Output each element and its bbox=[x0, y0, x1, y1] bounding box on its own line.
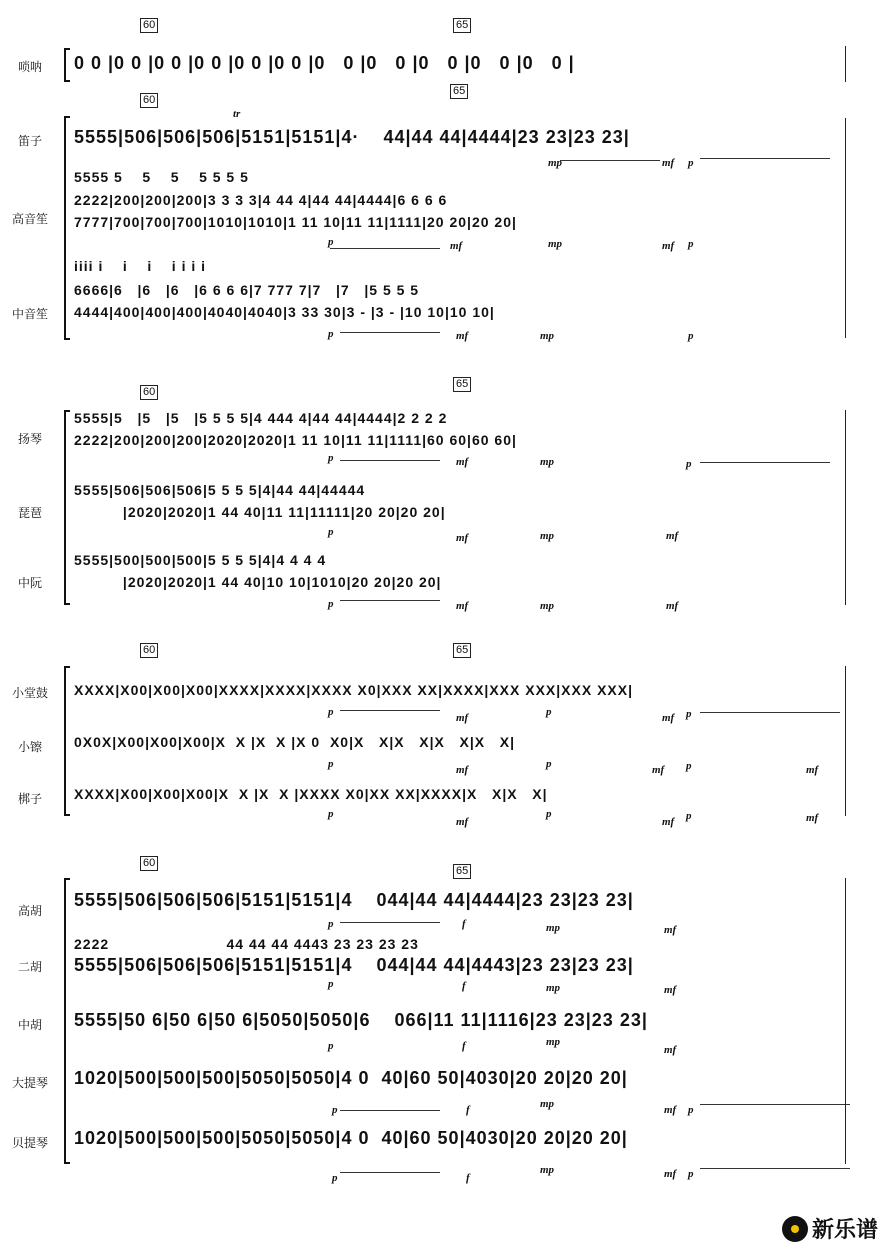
dynamic-p: p bbox=[332, 1172, 338, 1184]
dynamic-mf: mf bbox=[456, 764, 469, 776]
instrument-label-alto-sheng: 中音笙 bbox=[11, 307, 48, 321]
dynamic-mp: mp bbox=[548, 157, 563, 169]
dizi-staff: 5555|506|506|506|5151|5151|4· 44|44 44|4444|23 23|23 23| bbox=[74, 127, 630, 147]
dynamic-f: f bbox=[462, 1040, 466, 1052]
dynamic-mf: mf bbox=[664, 1104, 677, 1116]
dynamic-p: p bbox=[546, 808, 552, 820]
crescendo-hairpin bbox=[700, 1168, 850, 1169]
crescendo-hairpin bbox=[700, 1104, 850, 1105]
dynamic-p: p bbox=[688, 330, 694, 342]
dynamic-p: p bbox=[688, 1104, 694, 1116]
rehearsal-mark-65: 65 bbox=[453, 18, 471, 33]
dynamic-mf: mf bbox=[450, 240, 463, 252]
dynamic-f: f bbox=[466, 1104, 470, 1116]
pipa-voice-2: |2020|2020|1 44 40|11 11|11111|20 20|20 20| bbox=[74, 504, 446, 520]
dynamic-f: f bbox=[466, 1172, 470, 1184]
pipa-voice-1: 5555|506|506|506|5 5 5 5|4|44 44|44444 bbox=[74, 482, 366, 498]
instrument-label-zhongruan: 中阮 bbox=[17, 576, 42, 590]
alto-sheng-voice-3: 4444|400|400|400|4040|4040|3 33 30|3 - |3 - |10 10|10 10| bbox=[74, 304, 495, 320]
dynamic-mp: mp bbox=[540, 600, 555, 612]
dynamic-mf: mf bbox=[456, 600, 469, 612]
dynamic-mf: mf bbox=[456, 712, 469, 724]
dynamic-mf: mf bbox=[664, 924, 677, 936]
yangqin-voice-2: 2222|200|200|200|2020|2020|1 11 10|11 11|1111|60 60|60 60| bbox=[74, 432, 517, 448]
dynamic-p: p bbox=[332, 1104, 338, 1116]
instrument-label-zhonghu: 中胡 bbox=[17, 1018, 42, 1032]
dynamic-p: p bbox=[688, 1168, 694, 1180]
dynamic-p: p bbox=[328, 918, 334, 930]
dynamic-mf: mf bbox=[664, 1168, 677, 1180]
rehearsal-mark-60: 60 bbox=[140, 385, 158, 400]
rehearsal-mark-60: 60 bbox=[140, 643, 158, 658]
rehearsal-mark-60: 60 bbox=[140, 18, 158, 33]
dynamic-p: p bbox=[328, 706, 334, 718]
dynamic-f: f bbox=[462, 918, 466, 930]
dynamic-p: p bbox=[688, 157, 694, 169]
dynamic-p: p bbox=[328, 1040, 334, 1052]
crescendo-hairpin bbox=[340, 460, 440, 461]
dynamic-mp: mp bbox=[540, 330, 555, 342]
alto-sheng-voice-2: 6666|6 |6 |6 |6 6 6 6|7 777 7|7 |7 |5 5 5 5 bbox=[74, 282, 420, 298]
dynamic-p: p bbox=[328, 526, 334, 538]
dynamic-mp: mp bbox=[540, 1164, 555, 1176]
dynamic-mp: mp bbox=[546, 1036, 561, 1048]
dynamic-f: f bbox=[462, 980, 466, 992]
dynamic-p: p bbox=[328, 236, 334, 248]
dynamic-p: p bbox=[546, 706, 552, 718]
xiaocha-staff: 0X0X|X00|X00|X00|X X |X X |X 0 X0|X X|X X|X X|X X| bbox=[74, 734, 516, 750]
instrument-label-gaohu: 高胡 bbox=[17, 904, 42, 918]
soprano-sheng-voice-2: 2222|200|200|200|3 3 3 3|4 44 4|44 44|4444|6 6 6 6 bbox=[74, 192, 448, 208]
zhonghu-staff: 5555|50 6|50 6|50 6|5050|5050|6 066|11 11|1116|23 23|23 23| bbox=[74, 1010, 648, 1030]
record-disc-icon bbox=[782, 1216, 808, 1242]
dynamic-mp: mp bbox=[548, 238, 563, 250]
instrument-label-dizi: 笛子 bbox=[17, 134, 42, 148]
crescendo-hairpin bbox=[340, 1110, 440, 1111]
erhu-voice-2: 5555|506|506|506|5151|5151|4 044|44 44|4443|23 23|23 23| bbox=[74, 955, 634, 975]
dynamic-p: p bbox=[686, 708, 692, 720]
system-bracket bbox=[64, 878, 66, 1164]
instrument-label-xiaotanggu: 小堂鼓 bbox=[11, 686, 48, 700]
dynamic-mf: mf bbox=[456, 456, 469, 468]
crescendo-hairpin bbox=[340, 922, 440, 923]
instrument-label-cello: 大提琴 bbox=[11, 1076, 48, 1090]
dynamic-mf: mf bbox=[662, 240, 675, 252]
dynamic-mf: mf bbox=[456, 816, 469, 828]
instrument-label-yangqin: 扬琴 bbox=[17, 432, 42, 446]
logo-text: 新乐谱 bbox=[811, 1217, 878, 1242]
dynamic-mf: mf bbox=[664, 984, 677, 996]
dynamic-mp: mp bbox=[540, 530, 555, 542]
system-bracket bbox=[64, 48, 66, 82]
end-barline bbox=[845, 118, 846, 338]
dynamic-p: p bbox=[328, 758, 334, 770]
site-logo bbox=[782, 1213, 878, 1244]
zhongruan-voice-1: 5555|500|500|500|5 5 5 5|4|4 4 4 4 bbox=[74, 552, 327, 568]
instrument-label-bangzi: 梆子 bbox=[17, 792, 42, 806]
dynamic-p: p bbox=[686, 810, 692, 822]
dynamic-mf: mf bbox=[666, 530, 679, 542]
dynamic-mf: mf bbox=[662, 816, 675, 828]
crescendo-hairpin bbox=[330, 248, 440, 249]
dynamic-p: p bbox=[328, 452, 334, 464]
end-barline bbox=[845, 410, 846, 605]
zhongruan-voice-2: |2020|2020|1 44 40|10 10|1010|20 20|20 20| bbox=[74, 574, 442, 590]
dynamic-mp: mp bbox=[540, 1098, 555, 1110]
bass-staff: 1020|500|500|500|5050|5050|4 0 40|60 50|4030|20 20|20 20| bbox=[74, 1128, 628, 1148]
rehearsal-mark-60: 60 bbox=[140, 856, 158, 871]
dynamic-mp: mp bbox=[540, 456, 555, 468]
system-bracket bbox=[64, 666, 66, 816]
system-bracket bbox=[64, 116, 66, 340]
instrument-label-soprano-sheng: 高音笙 bbox=[11, 212, 48, 226]
erhu-voice-1: 2222 44 44 44 4443 23 23 23 23 bbox=[74, 936, 419, 952]
dynamic-mf: mf bbox=[456, 330, 469, 342]
system-bracket bbox=[64, 410, 66, 605]
dynamic-mf: mf bbox=[662, 712, 675, 724]
rehearsal-mark-65: 65 bbox=[450, 84, 468, 99]
rehearsal-mark-65: 65 bbox=[453, 377, 471, 392]
cello-staff: 1020|500|500|500|5050|5050|4 0 40|60 50|4030|20 20|20 20| bbox=[74, 1068, 628, 1088]
dynamic-mf: mf bbox=[664, 1044, 677, 1056]
instrument-label-pipa: 琵琶 bbox=[17, 506, 42, 520]
trill-mark: tr bbox=[233, 108, 241, 120]
dynamic-mf: mf bbox=[666, 600, 679, 612]
dynamic-mf: mf bbox=[456, 532, 469, 544]
crescendo-hairpin bbox=[700, 158, 830, 159]
yangqin-voice-1: 5555|5 |5 |5 |5 5 5 5|4 444 4|44 44|4444|2 2 2 2 bbox=[74, 410, 448, 426]
crescendo-hairpin bbox=[340, 332, 440, 333]
instrument-label-bass: 贝提琴 bbox=[11, 1136, 48, 1150]
dynamic-mp: mp bbox=[546, 982, 561, 994]
dynamic-mf: mf bbox=[652, 764, 665, 776]
dynamic-p: p bbox=[328, 808, 334, 820]
crescendo-hairpin bbox=[700, 712, 840, 713]
crescendo-hairpin bbox=[560, 160, 660, 161]
xiaotanggu-staff: XXXX|X00|X00|X00|XXXX|XXXX|XXXX X0|XXX XX|XXXX|XXX XXX|XXX XXX| bbox=[74, 682, 634, 698]
end-barline bbox=[845, 878, 846, 1164]
rehearsal-mark-65: 65 bbox=[453, 864, 471, 879]
rehearsal-mark-60: 60 bbox=[140, 93, 158, 108]
crescendo-hairpin bbox=[340, 1172, 440, 1173]
bangzi-staff: XXXX|X00|X00|X00|X X |X X |XXXX X0|XX XX|XXXX|X X|X X| bbox=[74, 786, 548, 802]
crescendo-hairpin bbox=[340, 600, 440, 601]
soprano-sheng-voice-1: 5555 5 5 5 5 5 5 5 bbox=[74, 169, 249, 185]
crescendo-hairpin bbox=[700, 462, 830, 463]
dynamic-mf: mf bbox=[806, 764, 819, 776]
dynamic-mf: mf bbox=[662, 157, 675, 169]
gaohu-staff: 5555|506|506|506|5151|5151|4 044|44 44|4444|23 23|23 23| bbox=[74, 890, 634, 910]
dynamic-mp: mp bbox=[546, 922, 561, 934]
instrument-label-erhu: 二胡 bbox=[17, 960, 42, 974]
dynamic-p: p bbox=[546, 758, 552, 770]
soprano-sheng-voice-3: 7777|700|700|700|1010|1010|1 11 10|11 11|1111|20 20|20 20| bbox=[74, 214, 517, 230]
dynamic-p: p bbox=[328, 978, 334, 990]
dynamic-p: p bbox=[688, 238, 694, 250]
crescendo-hairpin bbox=[340, 710, 440, 711]
dynamic-p: p bbox=[686, 458, 692, 470]
dynamic-p: p bbox=[328, 328, 334, 340]
end-barline bbox=[845, 46, 846, 82]
alto-sheng-voice-1: iiii i i i i i i i bbox=[74, 258, 207, 274]
dynamic-p: p bbox=[328, 598, 334, 610]
rehearsal-mark-65: 65 bbox=[453, 643, 471, 658]
end-barline bbox=[845, 666, 846, 816]
dynamic-p: p bbox=[686, 760, 692, 772]
suona-staff: 0 0 |0 0 |0 0 |0 0 |0 0 |0 0 |0 0 |0 0 |0 0 |0 0 |0 0 | bbox=[74, 53, 575, 73]
instrument-label-xiaocha: 小镲 bbox=[17, 740, 42, 754]
instrument-label-suona: 唢呐 bbox=[17, 60, 42, 74]
dynamic-mf: mf bbox=[806, 812, 819, 824]
